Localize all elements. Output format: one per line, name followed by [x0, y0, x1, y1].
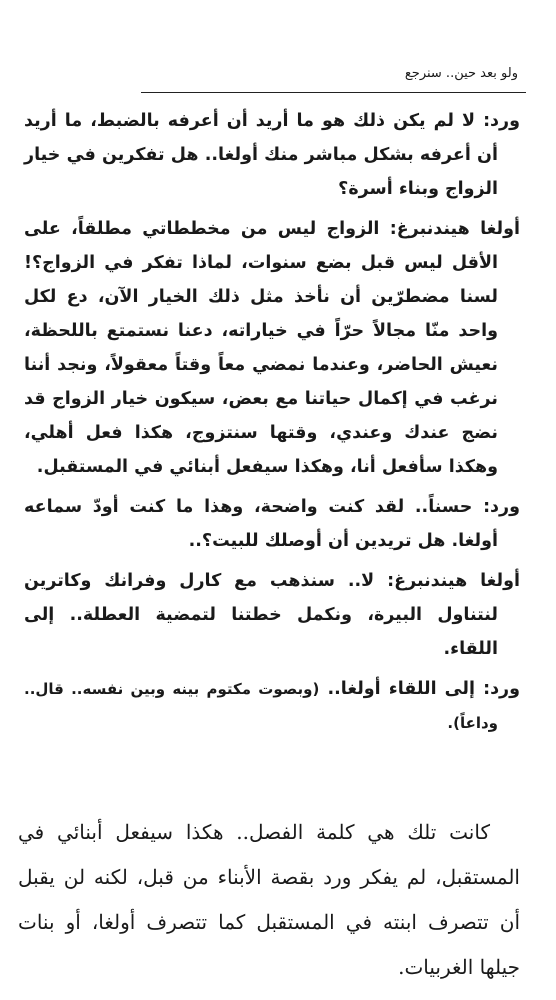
dialogue-section — [24, 104, 520, 740]
dialogue-line — [24, 672, 520, 740]
dialogue-text: لا لم يكن ذلك هو ما أريد أن أعرفه بالضبط، ما أريد أن أعرفه بشكل مباشر منك أولغا.. هل تفكرين في خيار الزواج وبناء أسرة؟ — [24, 111, 498, 199]
narration-paragraph: كانت تلك هي كلمة الفصل.. هكذا سيفعل أبنائي في المستقبل، لم يفكر ورد بقصة الأبناء من قبل، لكنه لن يقبل أن تتصرف ابنته في المستقبل كما تتصرف أولغا، أو بنات جيلها الغربيات. — [18, 820, 520, 979]
dialogue-text: لا.. سنذهب مع كارل وفرانك وكاترين لنتناول البيرة، ونكمل خطتنا لتمضية العطلة.. إلى اللقاء. — [24, 571, 498, 659]
speaker-name: ورد: — [483, 111, 520, 131]
speaker-name: ورد: — [483, 497, 520, 517]
dialogue-text: الزواج ليس من مخططاتي مطلقاً، على الأقل ليس قبل بضع سنوات، لماذا تفكر في الزواج؟! لسنا مضطرّين أن نأخذ مثل ذلك الخيار الآن، دع لكل واحد منّا مجالاً حرّاً في خياراته، دعنا نستمتع باللحظة، نعيش الحاضر، وعندما نمضي معاً وقتاً معقولاً، ونجد أننا نرغب في إكمال حياتنا مع بعض، سيكون خيار الزواج قد نضج عندك وعندي، وقتها سنتزوج، هكذا فعل أهلي، وهكذا سأفعل أنا، وهكذا سيفعل أبنائي في المستقبل. — [24, 219, 498, 477]
dialogue-text: إلى اللقاء أولغا.. — [327, 679, 475, 699]
header-divider — [141, 92, 526, 93]
speaker-name: أولغا هيندنبرغ: — [387, 571, 521, 591]
speaker-name: أولغا هيندنبرغ: — [389, 219, 520, 239]
dialogue-line — [24, 104, 520, 206]
dialogue-aside: (وبصوت مكتوم بينه وبين نفسه.. قال.. وداعاً). — [24, 680, 498, 732]
running-header: ولو بعد حين.. سنرجع — [404, 66, 518, 81]
dialogue-text: حسناً.. لقد كنت واضحة، وهذا ما كنت أودّ سماعه أولغا. هل تريدين أن أوصلك للبيت؟.. — [24, 497, 498, 551]
dialogue-line — [24, 212, 520, 484]
speaker-name: ورد: — [483, 679, 521, 699]
dialogue-line — [24, 490, 520, 558]
dialogue-line — [24, 564, 520, 666]
